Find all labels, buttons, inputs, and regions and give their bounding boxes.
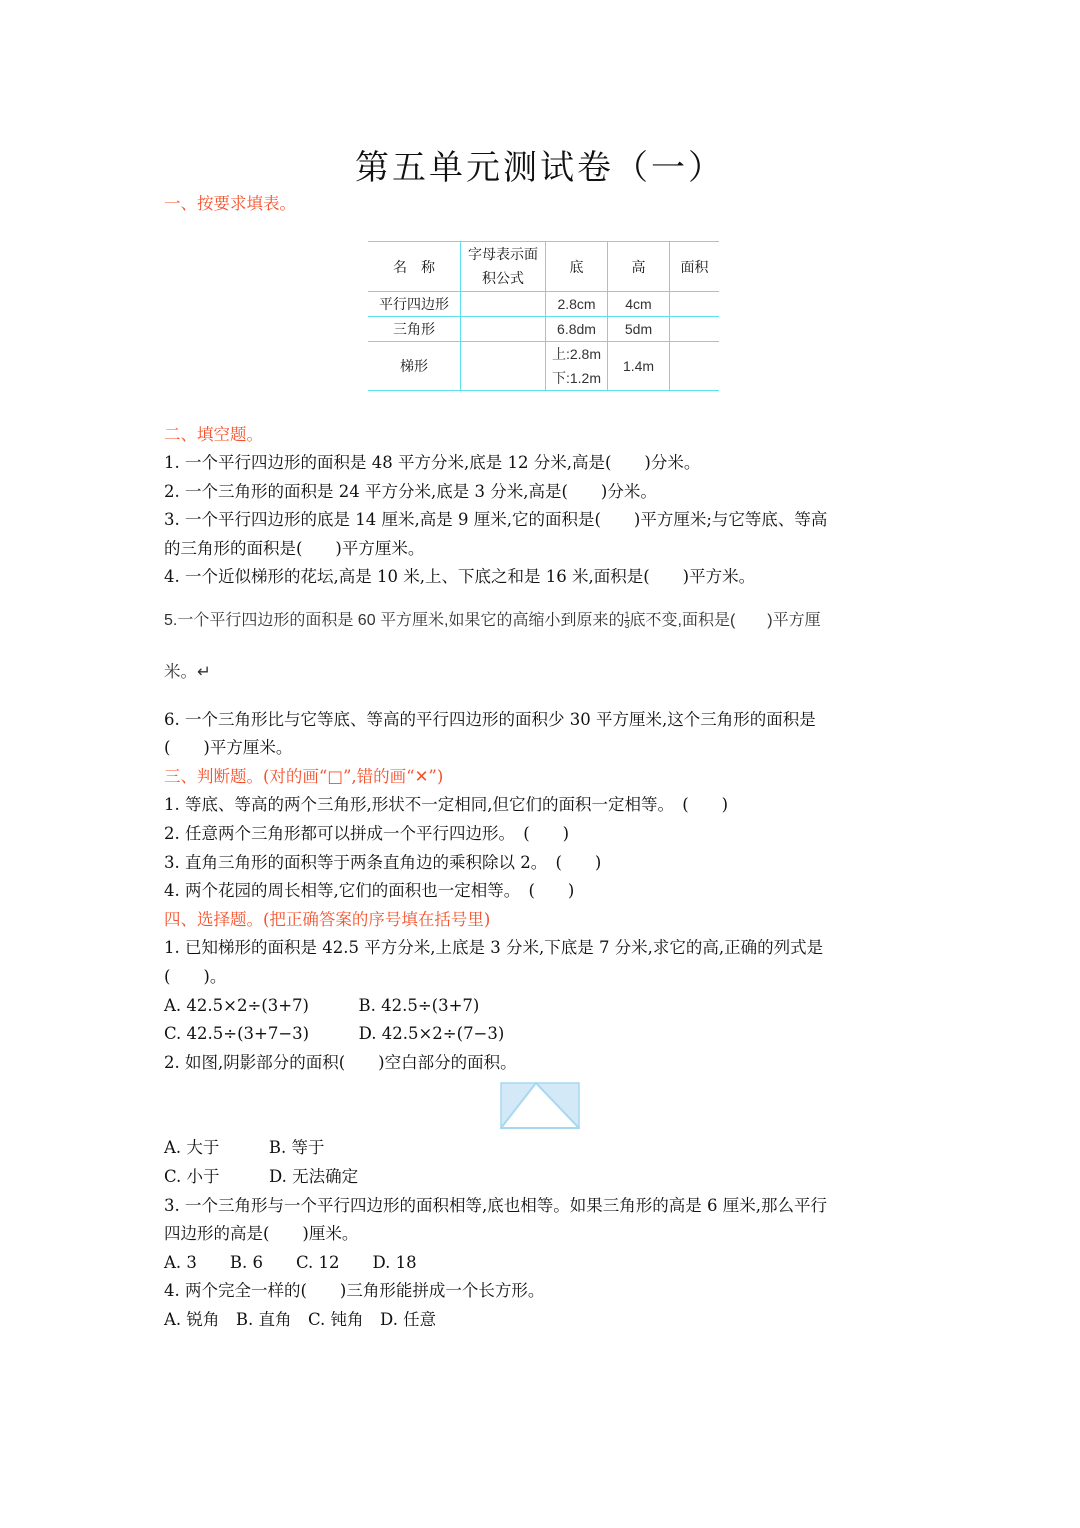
- cell: 1.4m: [608, 342, 670, 391]
- th-height: 高: [608, 242, 670, 292]
- cell: 三角形: [368, 317, 461, 342]
- cell: 下:1.2m: [551, 370, 601, 386]
- cell: 上:2.8m: [551, 346, 601, 362]
- section-2-heading: 二、填空题。: [164, 425, 263, 444]
- question-line: 米。↵: [164, 663, 211, 681]
- question-line: 6. 一个三角形比与它等底、等高的平行四边形的面积少 30 平方厘米,这个三角形的面积是: [164, 710, 816, 729]
- fraction-denominator: 3: [624, 620, 630, 631]
- th-name: 名 称: [368, 242, 461, 292]
- question-line: 3. 一个平行四边形的底是 14 厘米,高是 9 厘米,它的面积是( )平方厘米;与它等底、等高: [164, 510, 828, 529]
- question-line: 1. 一个平行四边形的面积是 48 平方分米,底是 12 分米,高是( )分米。: [164, 453, 701, 472]
- option-line: A. 锐角 B. 直角 C. 钝角 D. 任意: [164, 1310, 437, 1329]
- question-line: 1. 已知梯形的面积是 42.5 平方分米,上底是 3 分米,下底是 7 分米,求它的高,正确的列式是: [164, 938, 824, 957]
- cell: 2.8cm: [546, 292, 608, 317]
- question-text: 5.一个平行四边形的面积是 60 平方厘米,如果它的高缩小到原来的: [164, 612, 625, 629]
- th-base: 底: [546, 242, 608, 292]
- question-line: 4. 一个近似梯形的花坛,高是 10 米,上、下底之和是 16 米,面积是( )平方米。: [164, 567, 756, 586]
- page-title: 第五单元测试卷（一）: [355, 148, 725, 188]
- question-line: 4. 两个完全一样的( )三角形能拼成一个长方形。: [164, 1281, 545, 1300]
- cell[interactable]: [670, 342, 720, 391]
- cell[interactable]: [461, 292, 546, 317]
- th-formula: 字母表示面积公式: [461, 242, 546, 292]
- question-line: ( )。: [164, 967, 227, 986]
- option-line: C. 42.5÷(3+7−3) D. 42.5×2÷(7−3): [164, 1024, 505, 1043]
- question-text: 底不变,面积是( )平方厘: [629, 612, 821, 629]
- question-line: 2. 一个三角形的面积是 24 平方分米,底是 3 分米,高是( )分米。: [164, 482, 657, 501]
- question-line: 的三角形的面积是( )平方厘米。: [164, 539, 425, 558]
- section-3-heading: 三、判断题。(对的画“□”,错的画“✕”): [164, 767, 444, 786]
- section-1-heading: 一、按要求填表。: [164, 194, 296, 213]
- option-line: A. 大于 B. 等于: [164, 1138, 325, 1157]
- question-line: 1. 等底、等高的两个三角形,形状不一定相同,但它们的面积一定相等。 ( ): [164, 795, 729, 814]
- question-line: 四边形的高是( )厘米。: [164, 1224, 359, 1243]
- option-line: C. 小于 D. 无法确定: [164, 1167, 359, 1186]
- cell[interactable]: [670, 292, 720, 317]
- question-line: 2. 任意两个三角形都可以拼成一个平行四边形。 ( ): [164, 824, 570, 843]
- question-line: [164, 610, 821, 632]
- option-line: A. 3 B. 6 C. 12 D. 18: [164, 1253, 417, 1272]
- question-line: 2. 如图,阴影部分的面积( )空白部分的面积。: [164, 1053, 517, 1072]
- th-area: 面积: [670, 242, 720, 292]
- cell[interactable]: [670, 317, 720, 342]
- shaded-triangle-figure: [500, 1082, 580, 1130]
- question-line: 4. 两个花园的周长相等,它们的面积也一定相等。 ( ): [164, 881, 575, 900]
- cell[interactable]: [461, 342, 546, 391]
- cell: 平行四边形: [368, 292, 461, 317]
- cell: 4cm: [608, 292, 670, 317]
- cell: 5dm: [608, 317, 670, 342]
- section-4-heading: 四、选择题。(把正确答案的序号填在括号里): [164, 910, 491, 929]
- option-line: A. 42.5×2÷(3+7) B. 42.5÷(3+7): [164, 996, 480, 1015]
- question-line: 3. 直角三角形的面积等于两条直角边的乘积除以 2。 ( ): [164, 853, 602, 872]
- cell[interactable]: [461, 317, 546, 342]
- fill-table: [368, 241, 719, 391]
- question-line: 3. 一个三角形与一个平行四边形的面积相等,底也相等。如果三角形的高是 6 厘米,那么平行: [164, 1196, 827, 1215]
- fraction-numerator: 1: [624, 610, 630, 621]
- question-line: ( )平方厘米。: [164, 738, 293, 757]
- cell: 6.8dm: [546, 317, 608, 342]
- cell: 梯形: [368, 342, 461, 391]
